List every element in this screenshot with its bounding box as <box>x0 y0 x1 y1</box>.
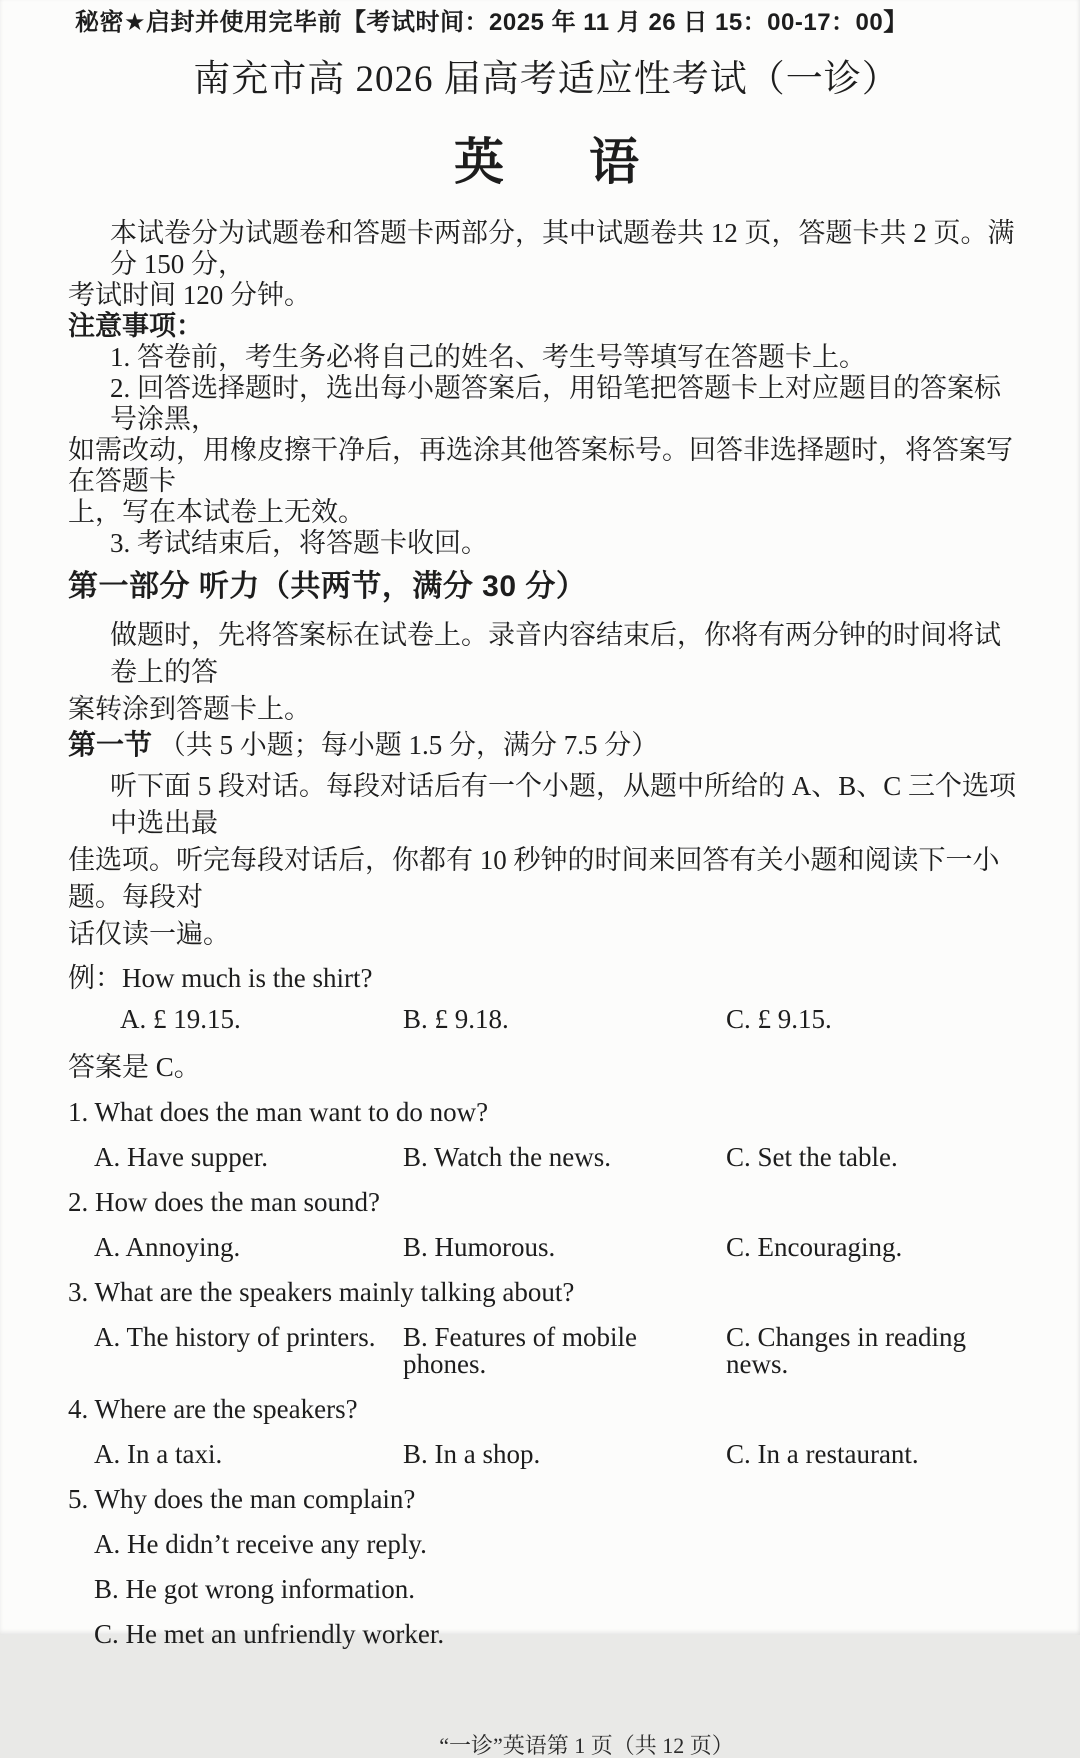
question-option-c: C. Set the table. <box>726 1142 898 1172</box>
question-option-b: B. He got wrong information. <box>94 1574 415 1604</box>
notice-line: 1. 答卷前，考生务必将自己的姓名、考生号等填写在答题卡上。 <box>110 342 866 372</box>
example-option-c: C. £ 9.15. <box>726 1004 832 1034</box>
question-block-5 <box>68 1486 1025 1648</box>
question-options-row <box>68 1144 1025 1171</box>
part1-instruction-line: 案转涂到答题卡上。 <box>68 694 311 724</box>
question-option-c: C. He met an unfriendly worker. <box>94 1619 445 1649</box>
question-option-c: C. Encouraging. <box>726 1232 903 1262</box>
example-block <box>68 965 1025 1081</box>
section1-instruction-line: 话仅读一遍。 <box>68 919 230 949</box>
question-option-c: C. Changes in reading news. <box>726 1322 966 1379</box>
section1-instruction-line: 听下面 5 段对话。每段对话后有一个小题，从题中所给的 A、B、C 三个选项中选出最 <box>110 771 1017 838</box>
section1-heading <box>68 730 1025 760</box>
question-option-b: B. Features of mobile phones. <box>403 1322 637 1379</box>
example-answer-note: 答案是 C。 <box>68 1052 201 1082</box>
question-block-4 <box>68 1396 1025 1468</box>
example-prompt: 例：How much is the shirt? <box>68 963 373 993</box>
question-option-a: A. Have supper. <box>94 1142 268 1172</box>
question-option-c: C. In a restaurant. <box>726 1439 919 1469</box>
question-option-b: B. Humorous. <box>403 1232 556 1262</box>
notice-heading: 注意事项： <box>68 311 203 341</box>
notice-line: 如需改动，用橡皮擦干净后，再选涂其他答案标号。回答非选择题时，将答案写在答题卡 <box>68 435 1013 496</box>
question-text: 5. Why does the man complain? <box>68 1484 416 1514</box>
security-banner: 秘密★启封并使用完毕前【考试时间：2025 年 11 月 26 日 15：00-17：00】 <box>75 9 908 36</box>
question-text: 2. How does the man sound? <box>68 1187 380 1217</box>
subject-title <box>68 134 1025 190</box>
intro-section <box>68 218 1025 559</box>
notice-line: 上，写在本试卷上无效。 <box>68 497 365 527</box>
subject-title-text: 英语 <box>454 134 724 190</box>
question-option-a: A. The history of printers. <box>94 1322 376 1352</box>
example-option-b: B. £ 9.18. <box>403 1004 509 1034</box>
part1-instructions <box>68 617 1025 728</box>
question-block-1 <box>68 1099 1025 1171</box>
section1-label-detail: （共 5 小题；每小题 1.5 分，满分 7.5 分） <box>158 730 659 760</box>
question-option-a: A. He didn’t receive any reply. <box>94 1529 427 1559</box>
question-option-b: B. In a shop. <box>403 1439 541 1469</box>
intro-line: 本试卷分为试题卷和答题卡两部分，其中试题卷共 12 页，答题卡共 2 页。满分 150 分， <box>110 218 1015 279</box>
section1-instruction-line: 佳选项。听完每段对话后，你都有 10 秒钟的时间来回答有关小题和阅读下一小题。每段对 <box>68 845 1000 912</box>
part1-heading: 第一部分 听力（共两节，满分 30 分） <box>68 570 587 603</box>
part1-instruction-line: 做题时，先将答案标在试卷上。录音内容结束后，你将有两分钟的时间将试卷上的答 <box>110 620 1001 687</box>
intro-line: 考试时间 120 分钟。 <box>68 280 311 310</box>
exam-title: 南充市高 2026 届高考适应性考试（一诊） <box>193 59 900 100</box>
example-options-row <box>68 1006 1025 1033</box>
page-footer: “一诊”英语第 1 页（共 12 页） <box>439 1733 734 1758</box>
question-block-2 <box>68 1189 1025 1261</box>
question-text: 4. Where are the speakers? <box>68 1394 358 1424</box>
question-block-3 <box>68 1279 1025 1378</box>
question-option-a: A. In a taxi. <box>94 1439 223 1469</box>
notice-line: 2. 回答选择题时，选出每小题答案后，用铅笔把答题卡上对应题目的答案标号涂黑， <box>110 373 1001 434</box>
example-option-a: A. £ 19.15. <box>120 1004 241 1034</box>
question-option-a: A. Annoying. <box>94 1232 241 1262</box>
question-options-row <box>68 1324 1025 1378</box>
notice-line: 3. 考试结束后，将答题卡收回。 <box>110 528 488 558</box>
question-text: 1. What does the man want to do now? <box>68 1097 489 1127</box>
question-options-row <box>68 1441 1025 1468</box>
section1-instructions <box>68 768 1025 953</box>
question-option-b: B. Watch the news. <box>403 1142 612 1172</box>
section1-label: 第一节 <box>68 729 153 760</box>
question-text: 3. What are the speakers mainly talking about? <box>68 1277 575 1307</box>
question-options-row <box>68 1234 1025 1261</box>
